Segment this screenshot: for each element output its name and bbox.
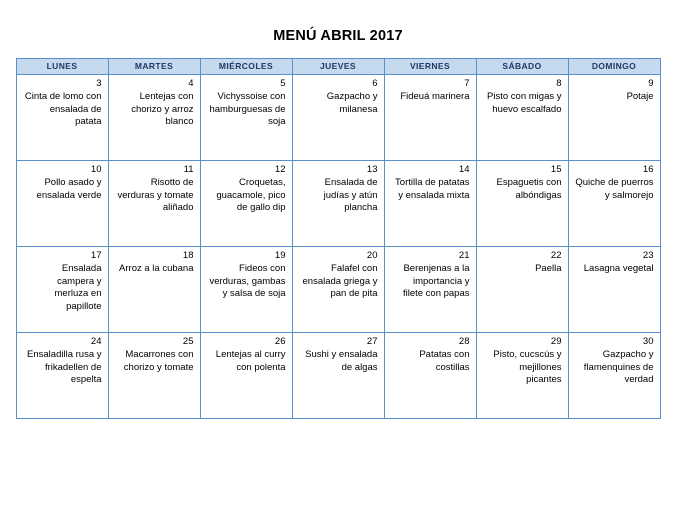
day-menu-text: Paella xyxy=(535,263,562,274)
day-number: 3 xyxy=(96,78,102,89)
calendar-day-cell xyxy=(568,247,660,333)
day-menu-text: Potaje xyxy=(626,91,654,102)
calendar-week-row xyxy=(16,161,660,247)
column-header-domingo: DOMINGO xyxy=(568,59,660,75)
column-header-jueves: JUEVES xyxy=(292,59,384,75)
day-number: 23 xyxy=(642,250,654,261)
day-number: 27 xyxy=(366,336,378,347)
day-number: 14 xyxy=(458,164,470,175)
day-number: 21 xyxy=(458,250,470,261)
calendar-day-cell xyxy=(568,333,660,419)
day-menu-text: Gazpacho y flamenquines de verdad xyxy=(583,349,654,385)
calendar-header-row xyxy=(16,59,660,75)
column-header-lunes: LUNES xyxy=(16,59,108,75)
day-number: 17 xyxy=(90,250,102,261)
day-number: 26 xyxy=(274,336,286,347)
day-menu-text: Risotto de verduras y tomate aliñado xyxy=(117,177,194,213)
day-number: 18 xyxy=(182,250,194,261)
calendar-week-row xyxy=(16,247,660,333)
day-menu-text: Gazpacho y milanesa xyxy=(326,91,378,115)
day-number: 11 xyxy=(183,164,194,175)
day-number: 29 xyxy=(550,336,562,347)
calendar-day-cell xyxy=(108,333,200,419)
day-menu-text: Patatas con costillas xyxy=(419,349,470,373)
day-menu-text: Ensaladilla rusa y frikadellen de espelta xyxy=(27,349,102,385)
calendar-day-cell xyxy=(200,333,292,419)
calendar-day-cell xyxy=(476,161,568,247)
day-menu-text: Cinta de lomo con ensalada de patata xyxy=(24,91,102,127)
day-menu-text: Pollo asado y ensalada verde xyxy=(36,177,102,201)
day-menu-text: Lentejas con chorizo y arroz blanco xyxy=(131,91,194,127)
calendar-day-cell xyxy=(108,247,200,333)
page-title: MENÚ ABRIL 2017 xyxy=(273,28,403,44)
day-number: 19 xyxy=(274,250,286,261)
calendar-day-cell xyxy=(568,75,660,161)
calendar-day-cell xyxy=(476,247,568,333)
day-menu-text: Espaguetis con albóndigas xyxy=(496,177,562,201)
calendar-day-cell xyxy=(476,75,568,161)
calendar-day-cell xyxy=(384,333,476,419)
day-menu-text: Fideuá marinera xyxy=(400,91,470,102)
calendar-day-cell xyxy=(16,75,108,161)
day-number: 24 xyxy=(90,336,102,347)
calendar-week-row xyxy=(16,75,660,161)
day-number: 9 xyxy=(648,78,654,89)
document-page xyxy=(0,28,676,506)
column-header-martes: MARTES xyxy=(108,59,200,75)
day-number: 6 xyxy=(372,78,378,89)
calendar-body xyxy=(16,75,660,419)
calendar-day-cell xyxy=(16,333,108,419)
calendar-day-cell xyxy=(292,333,384,419)
day-menu-text: Pisto, cucscús y mejillones picantes xyxy=(493,349,562,385)
calendar-day-cell xyxy=(384,161,476,247)
column-header-miercoles: MIÉRCOLES xyxy=(200,59,292,75)
day-menu-text: Pisto con migas y huevo escalfado xyxy=(487,91,562,115)
day-menu-text: Quiche de puerros y salmorejo xyxy=(575,177,654,201)
calendar-day-cell xyxy=(292,247,384,333)
calendar-day-cell xyxy=(384,247,476,333)
day-menu-text: Falafel con ensalada griega y pan de pita xyxy=(302,263,378,299)
day-menu-text: Fideos con verduras, gambas y salsa de soja xyxy=(209,263,286,299)
day-number: 8 xyxy=(556,78,562,89)
calendar-header-row-group xyxy=(16,59,660,75)
calendar-day-cell xyxy=(16,161,108,247)
day-menu-text: Ensalada de judías y atún plancha xyxy=(323,177,378,213)
day-number: 25 xyxy=(182,336,194,347)
day-number: 12 xyxy=(274,164,286,175)
calendar-day-cell xyxy=(108,161,200,247)
calendar-day-cell xyxy=(292,75,384,161)
day-number: 28 xyxy=(458,336,470,347)
calendar-day-cell xyxy=(476,333,568,419)
day-number: 20 xyxy=(366,250,378,261)
day-number: 13 xyxy=(366,164,378,175)
column-header-viernes: VIERNES xyxy=(384,59,476,75)
day-number: 16 xyxy=(642,164,654,175)
calendar-week-row xyxy=(16,333,660,419)
day-menu-text: Croquetas, guacamole, pico de gallo dip xyxy=(216,177,286,213)
day-menu-text: Sushi y ensalada de algas xyxy=(305,349,378,373)
day-menu-text: Lentejas al curry con polenta xyxy=(215,349,286,373)
day-menu-text: Tortilla de patatas y ensalada mixta xyxy=(395,177,470,201)
menu-calendar-table xyxy=(16,58,661,419)
day-menu-text: Arroz a la cubana xyxy=(119,263,194,274)
day-number: 22 xyxy=(550,250,562,261)
day-menu-text: Vichyssoise con hamburguesas de soja xyxy=(209,91,286,127)
day-number: 7 xyxy=(464,78,470,89)
calendar-day-cell xyxy=(568,161,660,247)
calendar-day-cell xyxy=(200,247,292,333)
calendar-day-cell xyxy=(108,75,200,161)
calendar-day-cell xyxy=(200,75,292,161)
calendar-day-cell xyxy=(200,161,292,247)
day-number: 10 xyxy=(90,164,102,175)
day-number: 30 xyxy=(642,336,654,347)
calendar-day-cell xyxy=(16,247,108,333)
day-menu-text: Ensalada campera y merluza en papillote xyxy=(54,263,102,312)
calendar-day-cell xyxy=(292,161,384,247)
day-number: 4 xyxy=(188,78,194,89)
day-number: 5 xyxy=(280,78,286,89)
day-menu-text: Lasagna vegetal xyxy=(583,263,654,274)
day-number: 15 xyxy=(550,164,562,175)
day-menu-text: Macarrones con chorizo y tomate xyxy=(123,349,194,373)
column-header-sabado: SÁBADO xyxy=(476,59,568,75)
calendar-day-cell xyxy=(384,75,476,161)
day-menu-text: Berenjenas a la importancia y filete con papas xyxy=(402,263,470,299)
